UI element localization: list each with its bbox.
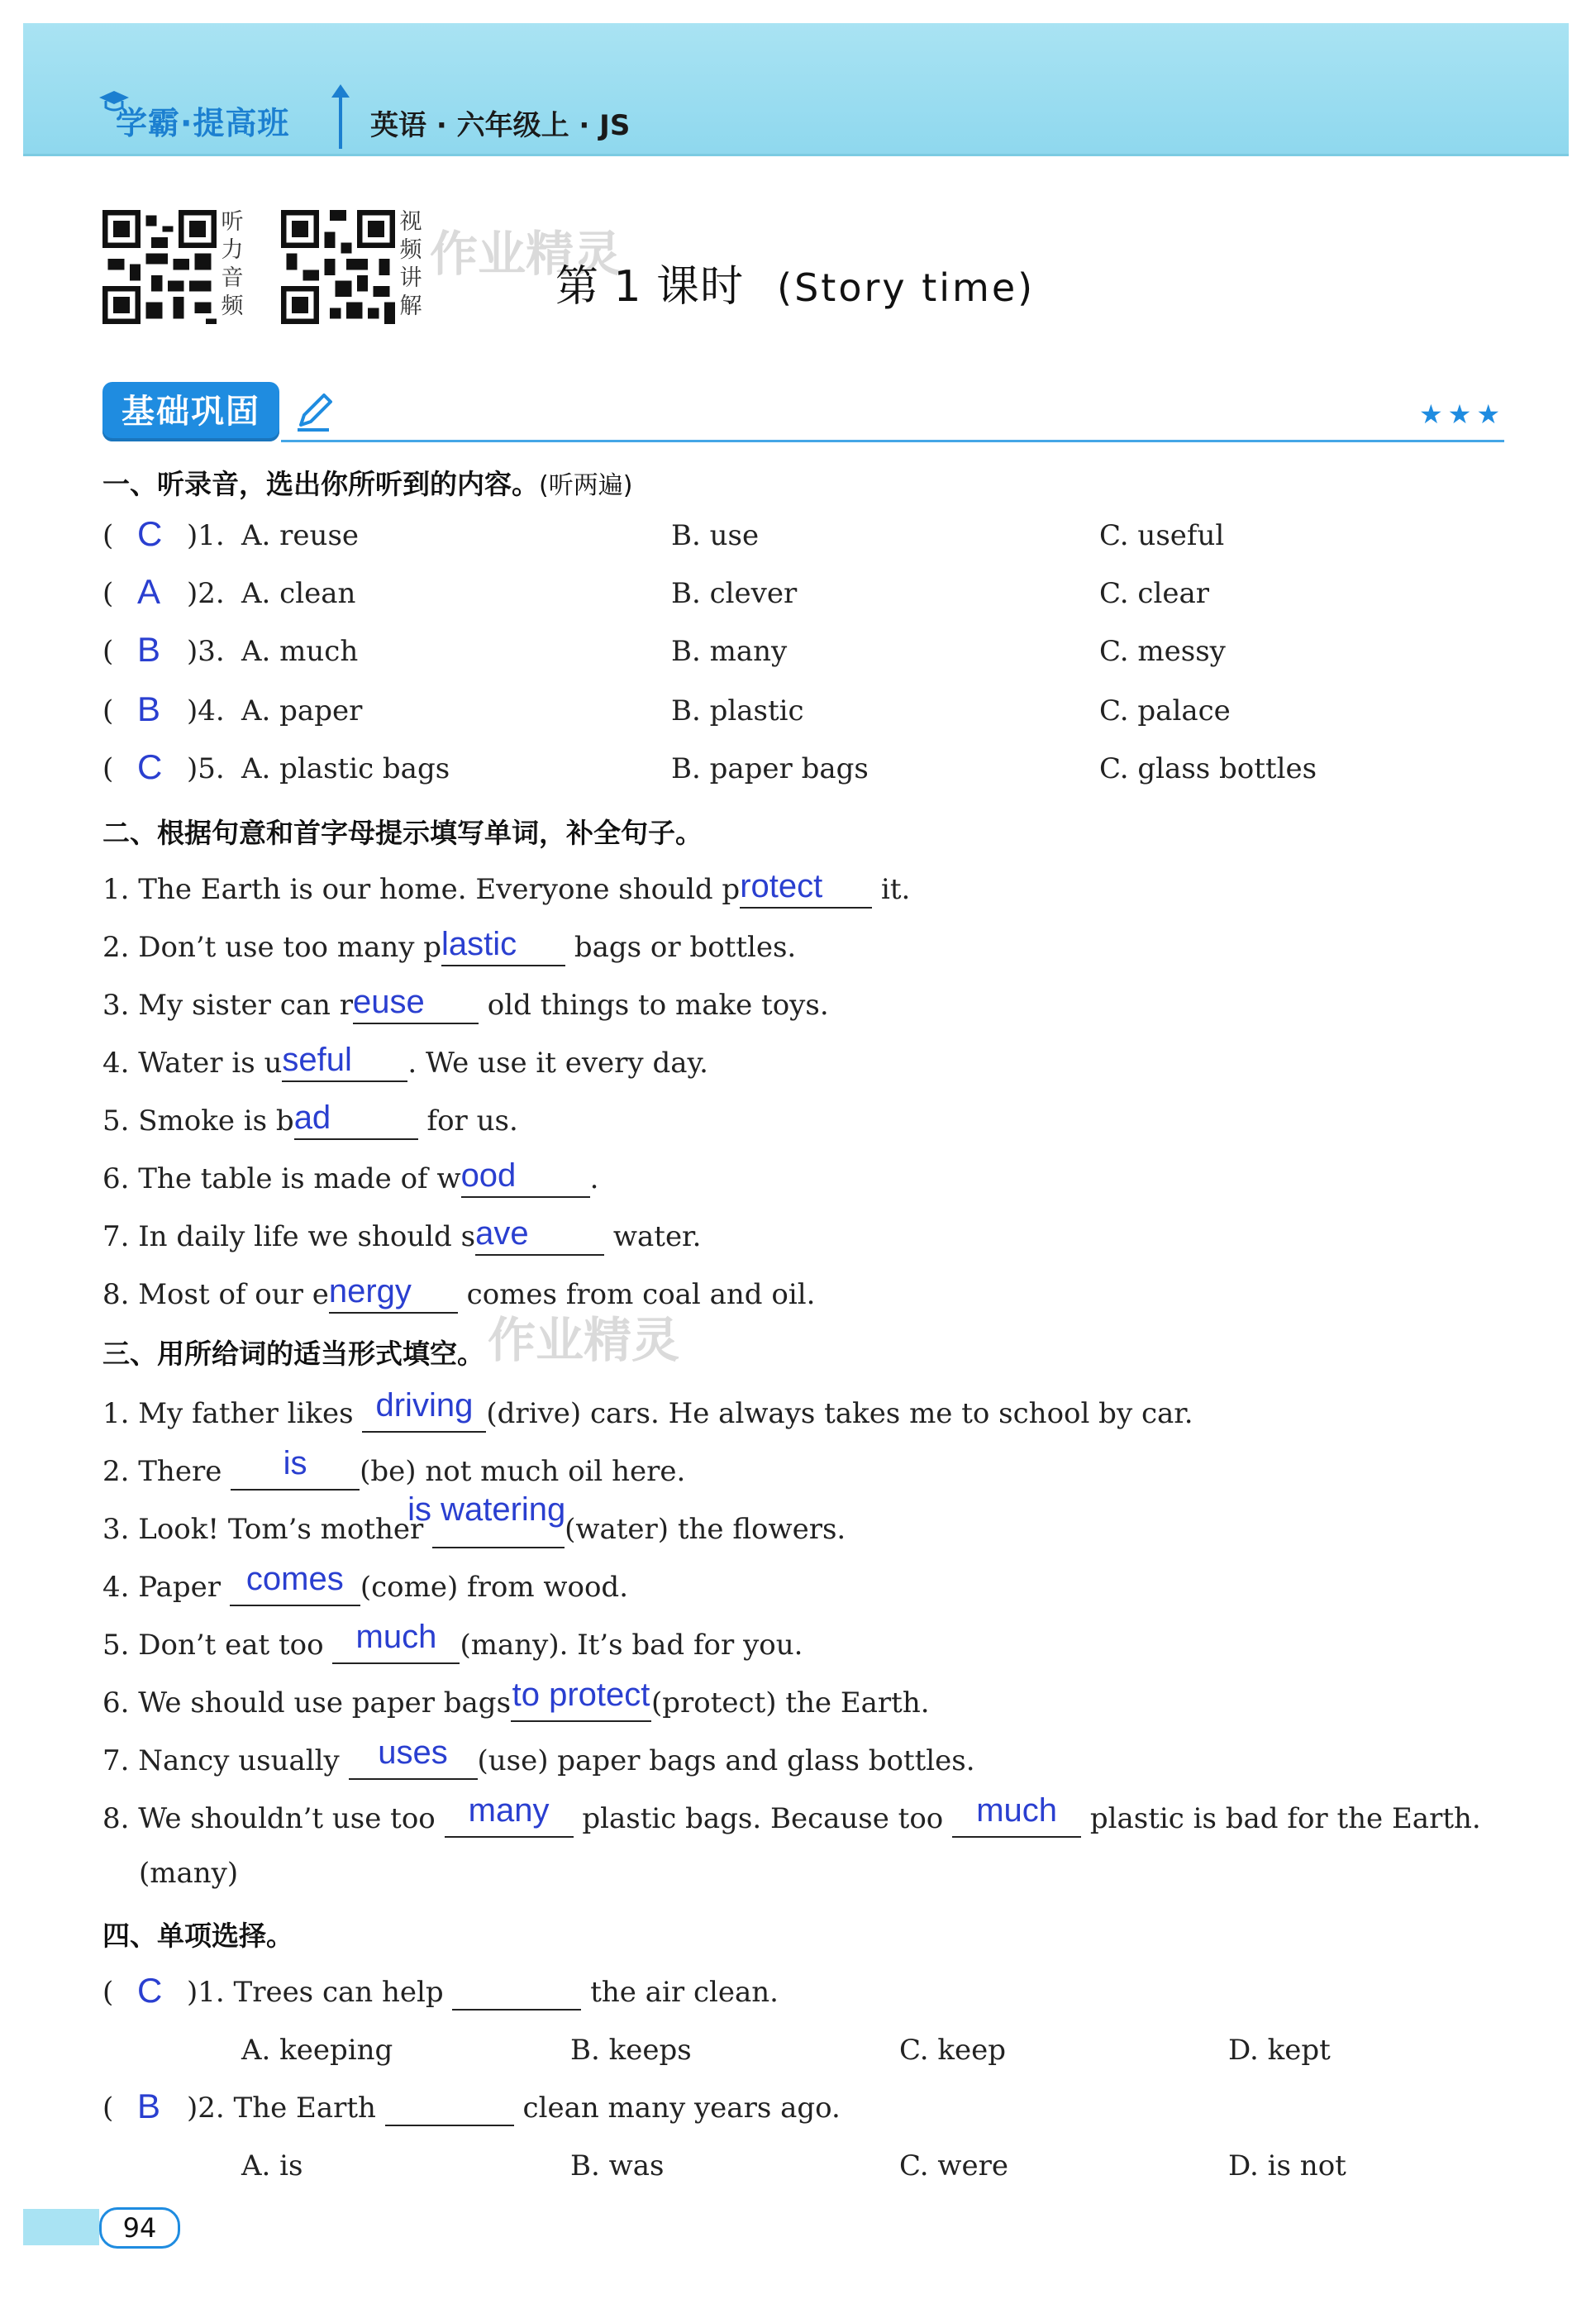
sentence-end: . We use it every day. [407,1047,708,1080]
option-c: C. useful [1099,519,1225,552]
part3-item [102,1387,1193,1433]
pencil-icon [293,389,339,435]
answer-blank[interactable] [349,1734,478,1780]
part2-item [102,1275,815,1314]
section-tag: 基础巩固 [102,382,279,441]
option-c[interactable]: C. keep [899,2034,1007,2067]
sentence-start: 6. We should use paper bags [102,1686,512,1720]
answer: B [137,689,161,728]
sentence-end: (many). It’s bad for you. [460,1629,803,1662]
part3-item [102,1561,629,1606]
option-b[interactable]: B. was [570,2149,665,2182]
lesson-subtitle: (Story time) [777,265,1036,310]
answer-blank[interactable] [952,1792,1081,1838]
answer-blank[interactable] [511,1677,651,1722]
answer: rotect [740,868,823,904]
option-d[interactable]: D. is not [1228,2149,1346,2182]
answer: B [137,630,161,669]
item-number: )1. [187,519,225,552]
sentence-start: 5. Smoke is b [102,1104,294,1138]
sentence-start: 8. We shouldn’t use too [102,1802,445,1835]
audio-qr-label: 听 力 音 频 [221,209,244,319]
watermark-top: 作业精灵 [430,226,622,282]
answer: B [137,2087,161,2125]
option-c[interactable]: C. were [899,2149,1009,2182]
part2-item [102,1101,518,1140]
sentence-start: 8. Most of our e [102,1278,329,1311]
sentence-end: (use) paper bags and glass bottles. [477,1744,975,1777]
sentence-start: 1. The Earth is our home. Everyone should p [102,873,741,906]
answer-blank[interactable] [353,985,479,1024]
answer: ave [475,1215,529,1252]
subject-label: 英语 · 六年级上 · JS [370,109,631,142]
answer: many [468,1792,550,1829]
answer-blank[interactable] [282,1043,407,1082]
item-number: )3. [187,635,225,668]
answer: is watering [407,1491,566,1528]
part2-heading: 二、根据句意和首字母提示填写单词，补全句子。 [102,817,703,849]
page-number: 94 [99,2207,180,2249]
option-b: B. paper bags [671,752,869,785]
answer-blank[interactable] [407,1491,566,1548]
answer-blank[interactable] [385,2092,514,2126]
sentence-start: 4. Paper [102,1571,230,1604]
answer: uses [378,1734,448,1771]
sentence-end: (drive) cars. He always takes me to school by car. [486,1397,1193,1430]
answer-blank[interactable] [461,1159,590,1198]
sentence-start: 5. Don’t eat too [102,1629,333,1662]
open-paren: ( [102,519,114,552]
page-number-band [23,2209,99,2245]
sentence-end: (be) not much oil here. [360,1455,686,1488]
answer: driving [375,1387,474,1424]
open-paren: ( [102,1976,114,2009]
answer: to protect [512,1677,650,1713]
answer-blank[interactable] [294,1101,418,1140]
option-c: C. palace [1099,694,1231,727]
option-c: C. glass bottles [1099,752,1317,785]
answer-blank[interactable] [230,1561,360,1606]
sentence-middle: plastic bags. Because too [573,1802,953,1835]
part2-item [102,1217,701,1256]
option-c: C. clear [1099,577,1209,610]
part3-item [102,1734,975,1780]
answer: C [137,1971,163,2010]
option-c: C. messy [1099,635,1226,668]
audio-qr-code[interactable] [102,210,217,324]
answer-blank[interactable] [452,1976,581,2011]
sentence-start: 1. My father likes [102,1397,363,1430]
option-a: A. clean [241,577,356,610]
sentence-end: (come) from wood. [360,1571,629,1604]
sentence-end: comes from coal and oil. [457,1278,816,1311]
part4-heading: 四、单项选择。 [102,1920,293,1952]
option-b: B. many [671,635,788,668]
part1-heading [102,463,632,502]
sentence-start: 7. In daily life we should s [102,1220,476,1253]
answer-blank[interactable] [445,1792,574,1838]
option-d[interactable]: D. kept [1228,2034,1331,2067]
sentence-end: water. [604,1220,702,1253]
answer: is [283,1445,307,1481]
part2-item [102,985,829,1024]
sentence-end: for us. [417,1104,518,1138]
answer: nergy [328,1273,412,1309]
part2-item [102,928,796,966]
option-a[interactable]: A. keeping [241,2034,393,2067]
answer: A [137,572,161,611]
watermark-middle: 作业精灵 [488,1312,680,1368]
option-b: B. plastic [671,694,804,727]
part3-item [102,1445,686,1491]
sentence-end: plastic is bad for the Earth. [1081,1802,1481,1835]
answer: euse [352,984,425,1020]
item-number: )5. [187,752,225,785]
sentence-start: 7. Nancy usually [102,1744,349,1777]
answer: comes [245,1561,344,1597]
sentence-end: bags or bottles. [565,931,797,964]
answer-blank[interactable] [740,870,872,909]
stem-start: )2. The Earth [187,2092,385,2125]
option-a: A. plastic bags [241,752,450,785]
sentence-end: old things to make toys. [478,989,829,1022]
sentence-end: (water) the flowers. [565,1513,846,1546]
answer: much [355,1619,437,1655]
question-stem [187,1976,779,2011]
difficulty-stars: ★★★ [1418,398,1505,430]
lesson-title [555,251,1035,313]
part3-item [102,1792,1481,1838]
answer: ad [293,1099,331,1136]
answer: much [976,1792,1057,1829]
option-a: A. reuse [241,519,360,552]
sentence-start: 2. There [102,1455,231,1488]
part2-item [102,1043,708,1082]
open-paren: ( [102,694,114,727]
part1-note: (听两遍) [539,471,633,500]
item-number: )2. [187,577,225,610]
sentence-start: 6. The table is made of w [102,1162,461,1195]
part3-item8-hint: (many) [139,1857,239,1890]
part2-item [102,1159,598,1198]
answer: C [137,747,163,786]
open-paren: ( [102,577,114,610]
brand-title: 学霸·提高班 [116,105,290,141]
section-underline [281,440,1504,442]
question-stem [187,2092,841,2126]
sentence-start: 3. My sister can r [102,989,353,1022]
answer-blank[interactable] [231,1445,360,1491]
part3-item [102,1491,846,1548]
answer-blank[interactable] [362,1387,486,1433]
sentence-end: (protect) the Earth. [651,1686,930,1720]
option-b: B. clever [671,577,798,610]
stem-start: )1. Trees can help [187,1976,453,2009]
part2-item [102,870,910,909]
answer: ood [460,1157,517,1194]
sentence-end: it. [872,873,911,906]
part3-item [102,1619,803,1664]
part3-heading: 三、用所给词的适当形式填空。 [102,1338,484,1370]
sentence-start: 4. Water is u [102,1047,283,1080]
part1-heading-text: 一、听录音，选出你所听到的内容。 [102,468,539,500]
option-a: A. paper [241,694,363,727]
answer: seful [282,1042,352,1078]
video-qr-code[interactable] [281,210,395,324]
option-b[interactable]: B. keeps [570,2034,692,2067]
open-paren: ( [102,752,114,785]
video-qr-label: 视 频 讲 解 [399,209,422,319]
answer-blank[interactable] [329,1275,458,1314]
answer-blank[interactable] [441,928,565,966]
brand-arrow-icon [339,93,342,149]
part3-item [102,1677,930,1722]
answer: lastic [441,926,517,962]
sentence-start: 2. Don’t use too many p [102,931,442,964]
stem-end: clean many years ago. [513,2092,841,2125]
answer-blank[interactable] [332,1619,460,1664]
answer: C [137,514,163,553]
answer-blank[interactable] [475,1217,604,1256]
lesson-number: 第 1 课时 [555,262,745,312]
item-number: )4. [187,694,225,727]
sentence-end: . [589,1162,599,1195]
option-a: A. much [241,635,359,668]
sentence-start: 3. Look! Tom’s mother [102,1513,433,1546]
open-paren: ( [102,2092,114,2125]
stem-end: the air clean. [581,1976,779,2009]
option-a[interactable]: A. is [241,2149,303,2182]
open-paren: ( [102,635,114,668]
option-b: B. use [671,519,760,552]
